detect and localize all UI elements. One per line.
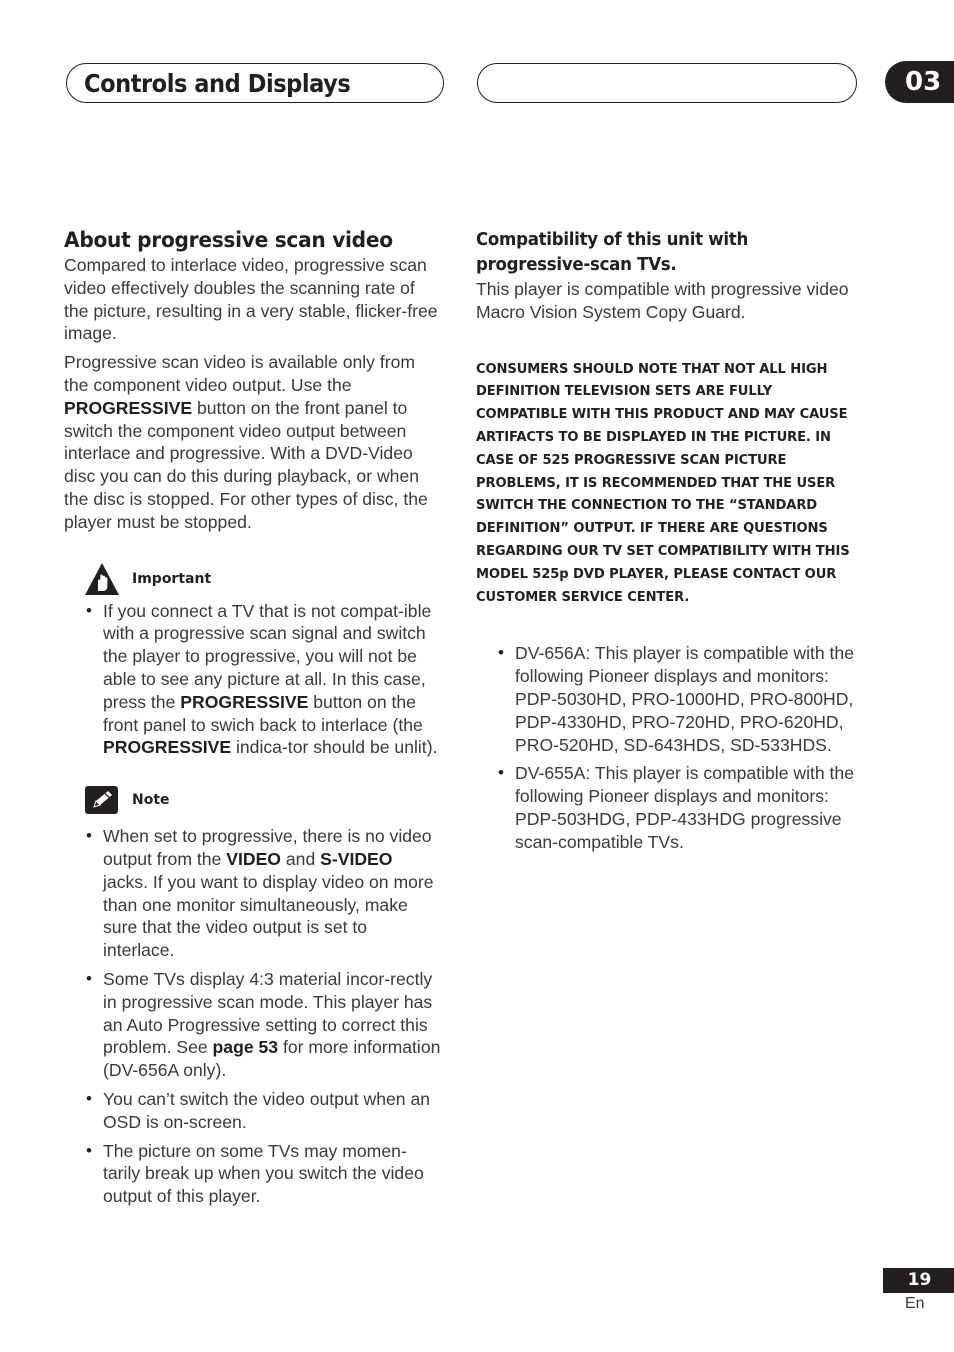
important-list xyxy=(86,600,442,760)
section-heading-progressive: About progressive scan video xyxy=(64,228,393,252)
text-run: If you connect a TV that is not compat-ible with a progressive scan signal and switch the player to progressive, you will not be able to see any picture at all. In this case, press the xyxy=(103,600,432,712)
important-callout xyxy=(84,562,442,596)
important-label: Important xyxy=(132,570,212,587)
list-item xyxy=(86,1088,442,1134)
text-run: Some TVs display 4:3 material incor-rectly in progressive scan mode. This player has an Auto Progressive setting to correct this problem. See xyxy=(103,968,433,1058)
compatibility-list xyxy=(498,642,861,853)
note-list xyxy=(86,825,442,1208)
section-heading-compatibility: Compatibility of this unit with progressive-scan TVs. xyxy=(476,230,748,275)
bullet-icon: • xyxy=(86,1088,92,1108)
bullet-icon: • xyxy=(86,826,92,846)
list-item xyxy=(498,642,861,756)
text-run: and xyxy=(280,848,321,869)
text-run: DV-655A: This player is compatible with the following Pioneer displays and monitors: PDP-503HDG, PDP-433HDG progressive scan-compatible TVs. xyxy=(515,763,855,852)
bullet-icon: • xyxy=(498,643,504,663)
paragraph-availability xyxy=(64,351,442,533)
list-item xyxy=(86,1140,442,1208)
page-reference: page 53 xyxy=(212,1037,279,1058)
header-empty-frame xyxy=(477,63,857,103)
note-label: Note xyxy=(132,792,170,809)
note-callout xyxy=(84,783,442,817)
jack-name-video: VIDEO xyxy=(226,848,281,869)
paragraph-copy-guard: This player is compatible with progressive video Macro Vision System Copy Guard. xyxy=(476,279,849,322)
text-run: button on the front panel to swich back to interlace (the xyxy=(103,691,423,735)
button-name-progressive: PROGRESSIVE xyxy=(103,737,232,758)
list-item xyxy=(86,600,442,760)
button-name-progressive: PROGRESSIVE xyxy=(64,397,193,418)
consumer-warning: CONSUMERS SHOULD NOTE THAT NOT ALL HIGH DEFINITION TELEVISION SETS ARE FULLY COMPATIBLE WITH THIS PRODUCT AND MAY CAUSE ARTIFACTS TO BE DISPLAYED IN THE PICTURE. IN CASE OF 525 PROGRESSIVE SCAN PICTURE PROBLEMS, IT IS RECOMMENDED THAT THE USER SWITCH THE CONNECTION TO THE “STANDARD DEFINITION” OUTPUT. IF THERE ARE QUESTIONS REGARDING OUR TV SET COMPATIBILITY WITH THIS MODEL 525p DVD PLAYER, PLEASE CONTACT OUR CUSTOMER SERVICE CENTER. xyxy=(476,361,850,605)
chapter-number: 03 xyxy=(885,61,954,103)
text-run: Progressive scan video is available only from the component video output. Use the xyxy=(64,352,416,395)
note-pencil-icon xyxy=(84,783,120,817)
jack-name-s-video: S-VIDEO xyxy=(320,848,393,869)
text-run: indica-tor should be unlit). xyxy=(231,737,438,758)
paragraph-intro: Compared to interlace video, progressive scan video effectively doubles the scanning rate of the picture, resulting in a very stable, flicker-free image. xyxy=(64,255,438,344)
right-column xyxy=(476,228,861,860)
text-run: button on the front panel to switch the component video output between interlace and progressive. With a DVD-Video disc you can do this during playback, or when the disc is stopped. For other types of disc, the player must be stopped. xyxy=(64,397,428,532)
bullet-icon: • xyxy=(86,1140,92,1160)
bullet-icon: • xyxy=(86,600,92,620)
left-column xyxy=(64,226,442,1214)
list-item xyxy=(498,762,861,853)
bullet-icon: • xyxy=(86,968,92,988)
list-item xyxy=(86,825,442,962)
page-number: 19 xyxy=(883,1268,954,1293)
list-item xyxy=(86,968,442,1082)
text-run: You can’t switch the video output when an OSD is on-screen. xyxy=(103,1088,431,1132)
header-title-frame xyxy=(66,63,444,103)
warning-hand-icon xyxy=(84,562,120,596)
text-run: The picture on some TVs may momen-tarily break up when you switch the video output of this player. xyxy=(103,1140,424,1207)
button-name-progressive: PROGRESSIVE xyxy=(180,691,309,712)
text-run: DV-656A: This player is compatible with the following Pioneer displays and monitors: PDP-5030HD, PRO-1000HD, PRO-800HD, PDP-4330HD, PRO-720HD, PRO-620HD, PRO-520HD, SD-643HDS, SD-533HDS. xyxy=(515,643,855,755)
text-run: When set to progressive, there is no video output from the xyxy=(103,826,432,869)
page-language: En xyxy=(905,1295,925,1312)
text-run: for more information (DV-656A only). xyxy=(103,1037,441,1081)
text-run: jacks. If you want to display video on more than one monitor simultaneously, make sure that the video output is set to interlace. xyxy=(103,871,434,961)
page-title: Controls and Displays xyxy=(84,69,351,98)
bullet-icon: • xyxy=(498,763,504,783)
